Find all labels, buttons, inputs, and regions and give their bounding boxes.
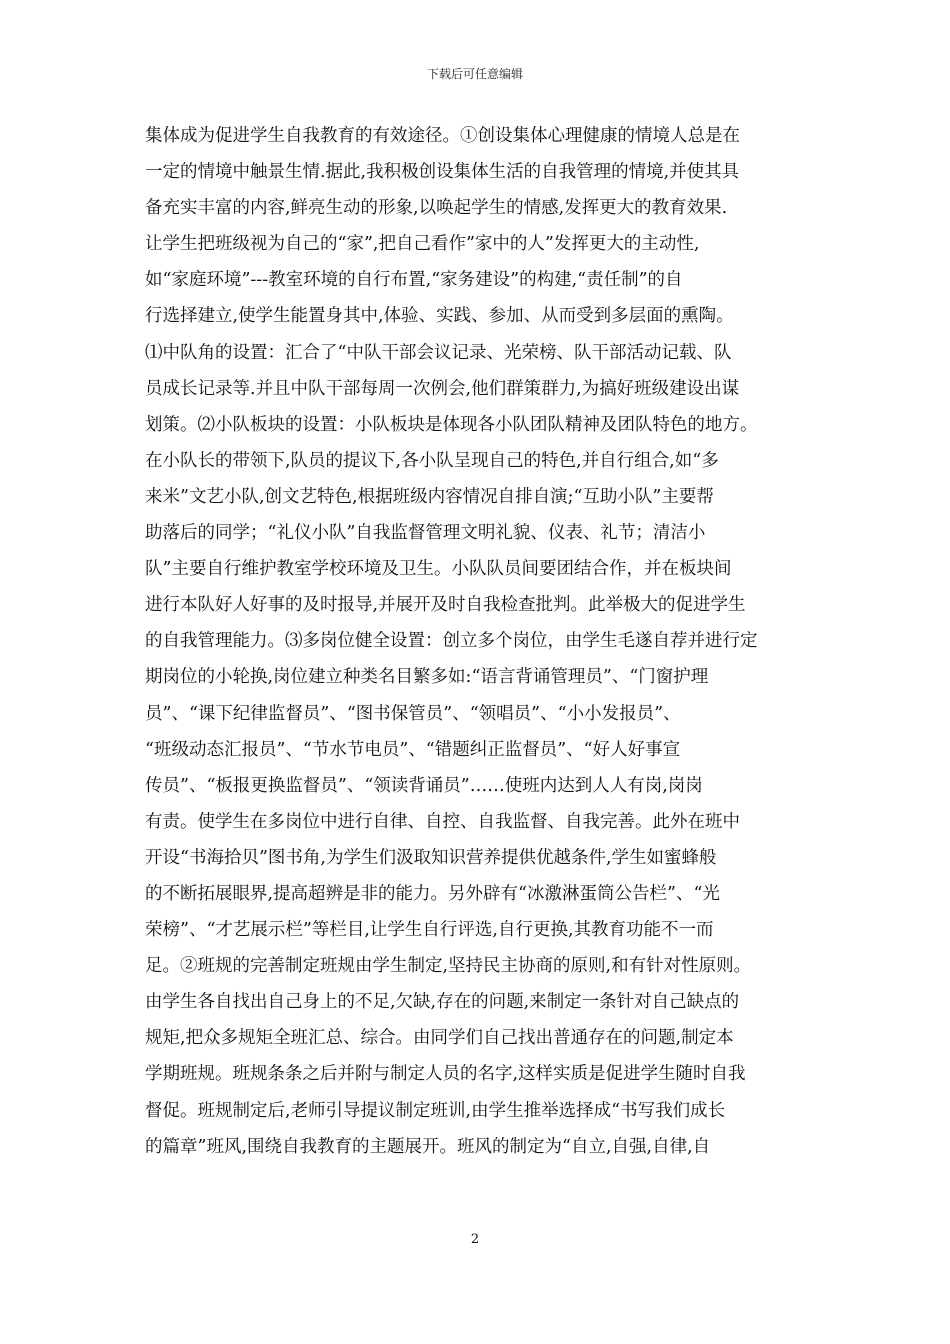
text-line: 行选择建立,使学生能置身其中,体验、实践、参加、从而受到多层面的熏陶。 xyxy=(145,306,734,327)
text-line: 员”、“课下纪律监督员”、“图书保管员”、“领唱员”、“小小发报员”、 xyxy=(145,703,681,724)
text-line: 集体成为促进学生自我教育的有效途径。①创设集体心理健康的情境人总是在 xyxy=(145,126,740,146)
text-line: 由学生各自找出自己身上的不足,欠缺,存在的问题,来制定一条针对自己缺点的 xyxy=(145,992,740,1013)
text-line: 传员”、“板报更换监督员”、“领读背诵员”……使班内达到人人有岗,岗岗 xyxy=(145,775,703,796)
text-line: 荣榜”、“才艺展示栏”等栏目,让学生自行评选,自行更换,其教育功能不一而 xyxy=(145,920,714,941)
text-line: 的不断拓展眼界,提高超辨是非的能力。另外辟有“冰激淋蛋筒公告栏”、“光 xyxy=(145,883,720,904)
text-line: 规矩,把众多规矩全班汇总、综合。由同学们自己找出普通存在的问题,制定本 xyxy=(145,1028,734,1049)
text-line: 来米”文艺小队,创文艺特色,根据班级内容情况自排自演;“互助小队”主要帮 xyxy=(145,486,714,507)
text-line: 开设“书海拾贝”图书角,为学生们汲取知识营养提供优越条件,学生如蜜蜂般 xyxy=(145,847,717,868)
text-line: 划策。⑵小队板块的设置：小队板块是体现各小队团队精神及团队特色的地方。 xyxy=(145,414,758,435)
text-line: 督促。班规制定后,老师引导提议制定班训,由学生推举选择成“书写我们成长 xyxy=(145,1100,726,1121)
text-line: 队”主要自行维护教室学校环境及卫生。小队队员间要团结合作，并在板块间 xyxy=(145,559,732,580)
text-line: ⑴中队角的设置：汇合了“中队干部会议记录、光荣榜、队干部活动记载、队 xyxy=(145,342,732,363)
text-line: 一定的情境中触景生情.据此,我积极创设集体生活的自我管理的情境,并使其具 xyxy=(145,162,740,183)
text-line: 期岗位的小轮换,岗位建立种类名目繁多如:“语言背诵管理员”、“门窗护理 xyxy=(145,667,709,688)
text-line: 的篇章”班风,围绕自我教育的主题展开。班风的制定为“自立,自强,自律,自 xyxy=(145,1136,711,1157)
page-number: 2 xyxy=(470,1232,480,1247)
text-line: 有责。使学生在多岗位中进行自律、自控、自我监督、自我完善。此外在班中 xyxy=(145,811,740,832)
text-line: 的自我管理能力。⑶多岗位健全设置：创立多个岗位，由学生毛遂自荐并进行定 xyxy=(145,631,758,652)
text-line: 足。②班规的完善制定班规由学生制定,坚持民主协商的原则,和有针对性原则。 xyxy=(145,956,752,977)
body-text xyxy=(145,118,817,1165)
page-header: 下载后可任意编辑 xyxy=(426,67,523,81)
text-line: 学期班规。班规条条之后并附与制定人员的名字,这样实质是促进学生随时自我 xyxy=(145,1064,746,1085)
text-line: 进行本队好人好事的及时报导,并展开及时自我检查批判。此举极大的促进学生 xyxy=(145,595,746,616)
text-line: “班级动态汇报员”、“节水节电员”、“错题纠正监督员”、“好人好事宣 xyxy=(145,739,681,760)
text-line: 让学生把班级视为自己的“家”,把自己看作”家中的人”发挥更大的主动性, xyxy=(145,234,700,255)
text-line: 助落后的同学；“礼仪小队”自我监督管理文明礼貌、仪表、礼节；清洁小 xyxy=(145,523,706,544)
text-line: 在小队长的带领下,队员的提议下,各小队呈现自己的特色,并自行组合,如“多 xyxy=(145,450,719,471)
text-line: 员成长记录等.并且中队干部每周一次例会,他们群策群力,为搞好班级建设出谋 xyxy=(145,378,740,399)
text-line: 如“家庭环境”---教室环境的自行布置,“家务建设”的构建,“责任制”的自 xyxy=(145,270,683,291)
text-line: 备充实丰富的内容,鲜亮生动的形象,以唤起学生的情感,发挥更大的教育效果. xyxy=(145,198,728,219)
